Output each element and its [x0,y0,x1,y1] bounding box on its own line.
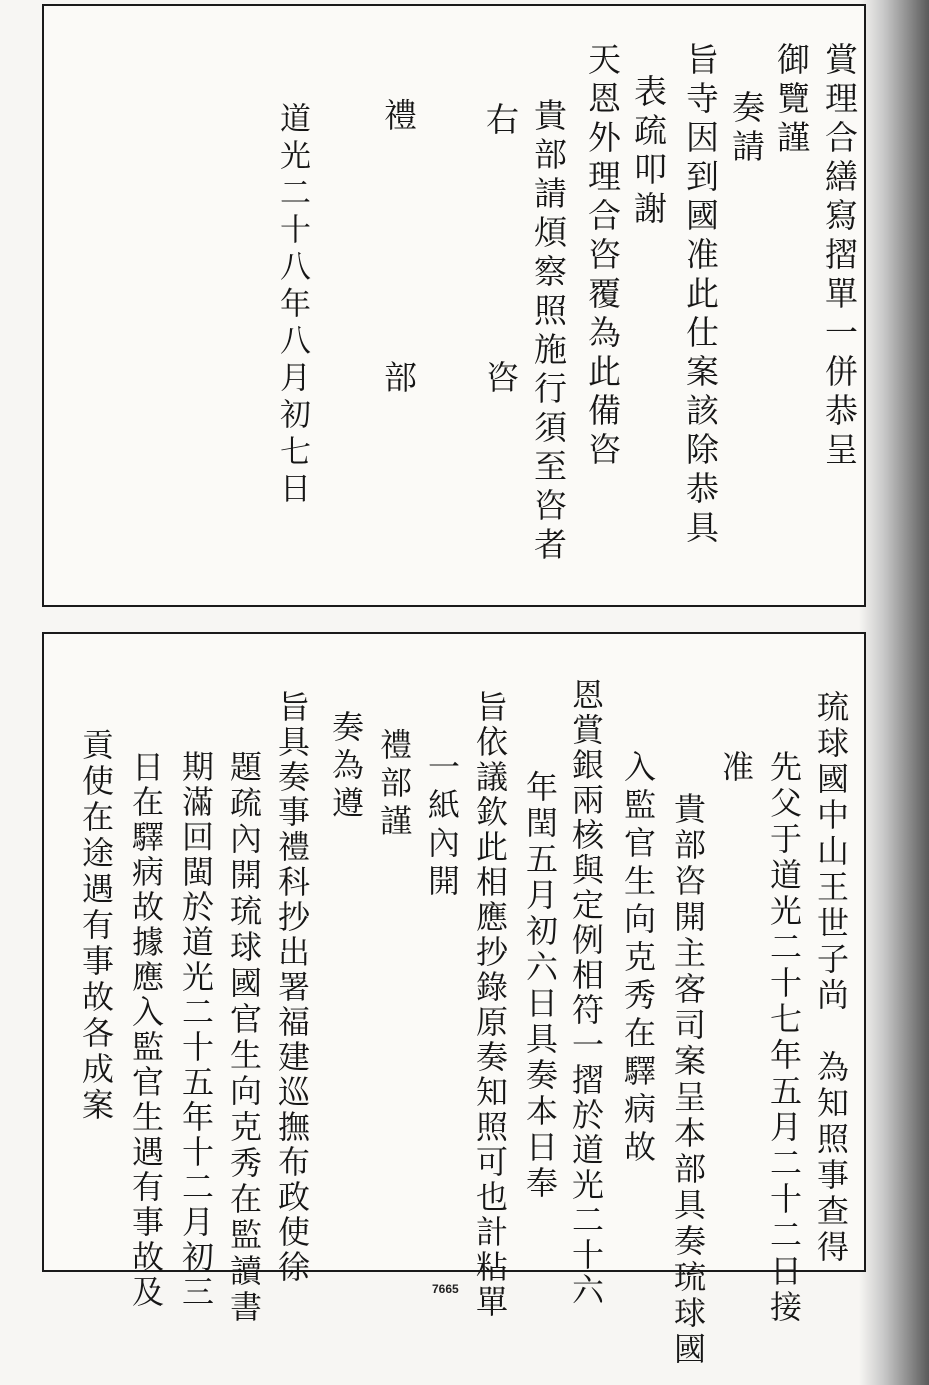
bottom-line-10: 禮部謹 [375,728,413,842]
bottom-line-12: 旨具奏事禮科抄出署福建巡撫布政使徐 [273,690,311,1285]
top-line-3: 奏請 [727,90,766,168]
bottom-line-7: 年閏五月初六日具奏本日奉 [521,770,559,1202]
top-line-10: 禮 [379,98,418,137]
page-number: 7665 [432,1282,459,1296]
top-line-9: 咨 [481,360,520,399]
top-line-6: 天恩外理合咨覆為此備咨 [583,42,622,471]
bottom-line-13: 題疏內開琉球國官生向克秀在監讀書 [225,750,263,1326]
bottom-line-9: 一紙內開 [423,750,461,902]
bottom-line-4: 貴部咨開主客司案呈本部具奏琉球國 [669,792,707,1368]
top-line-12: 道光二十八年八月初七日 [274,102,310,509]
bottom-line-3: 准 [717,750,755,788]
bottom-line-8: 旨依議欽此相應抄錄原奏知照可也計粘單 [471,690,509,1320]
bottom-line-6: 恩賞銀兩核與定例相符一摺於道光二十六 [567,678,605,1308]
book-spine-shadow [859,0,929,1385]
top-line-11: 部 [379,360,418,399]
bottom-line-14: 期滿回閩於道光二十五年十二月初三 [177,750,215,1310]
bottom-line-15: 日在驛病故據應入監官生遇有事故及 [127,750,165,1310]
top-line-2: 御覽謹 [772,42,811,159]
top-line-5: 表疏叩謝 [629,74,668,230]
top-line-4: 旨寺因到國准此仕案該除恭具 [681,42,720,549]
bottom-line-16: 貢使在途遇有事故各成案 [77,728,115,1124]
top-line-8: 右 [481,102,520,141]
top-line-1: 賞理合繕寫摺單一併恭呈 [820,42,859,471]
bottom-line-1: 琉球國中山王世子尚 為知照事查得 [812,690,850,1266]
top-line-7: 貴部請煩察照施行須至咨者 [529,98,568,566]
bottom-line-2: 先父于道光二十七年五月二十二日接 [765,750,803,1326]
top-document-panel [42,4,866,607]
bottom-line-11: 奏為遵 [327,710,365,824]
bottom-line-5: 入監官生向克秀在驛病故 [619,750,657,1168]
